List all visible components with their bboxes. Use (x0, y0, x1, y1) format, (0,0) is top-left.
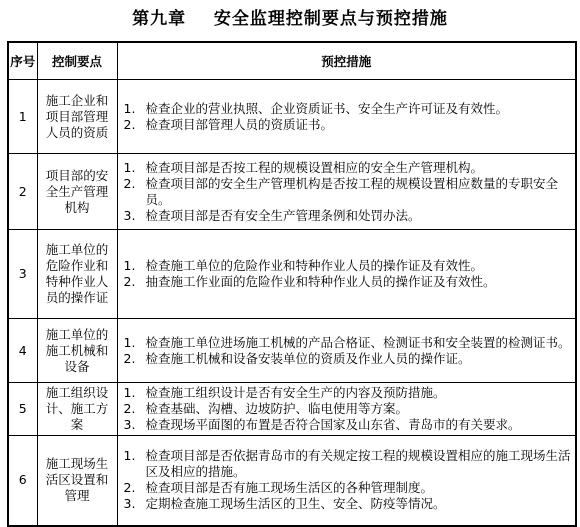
measures-cell (117, 154, 576, 230)
measure-text: 定期检查施工现场生活区的卫生、安全、防疫等情况。 (145, 496, 446, 512)
measure-number: 3. (123, 207, 136, 223)
page-title: 第九章 安全监理控制要点与预控措施 (132, 9, 448, 29)
header-measures: 预控措施 (117, 42, 576, 80)
measure-number: 2. (123, 350, 136, 366)
measure-text: 检查施工单位进场施工机械的产品合格证、检测证书和安全装置的检测证书。 (145, 334, 571, 350)
measure-item (124, 160, 572, 176)
measures-cell (117, 230, 576, 319)
measure-text: 检查项目部是否有施工现场生活区的各种管理制度。 (145, 480, 434, 496)
measure-number: 1. (123, 334, 136, 350)
measure-number: 2. (123, 401, 136, 416)
measure-item (124, 448, 572, 480)
table-row (8, 436, 576, 526)
control-point-cell: 施工单位的危险作业和特种作业人员的操作证 (37, 230, 117, 319)
control-points-table (7, 41, 577, 527)
measure-text: 检查项目部管理人员的资质证书。 (145, 116, 334, 132)
control-point-cell: 施工组织设计、施工方案 (37, 383, 117, 436)
row-number: 1 (8, 80, 37, 154)
measure-text: 检查施工机械和设备安装单位的资质及作业人员的操作证。 (145, 350, 471, 366)
measure-number: 2. (123, 175, 136, 191)
header-control-point: 控制要点 (37, 42, 117, 80)
measures-cell (117, 383, 576, 436)
row-number: 6 (8, 436, 37, 526)
measure-text: 检查项目部的安全生产管理机构是否按工程的规模设置相应数量的专职安全员。 (145, 175, 559, 207)
measure-text: 检查施工单位的危险作业和特种作业人员的操作证及有效性。 (145, 258, 484, 273)
measure-item (124, 401, 572, 417)
measure-number: 3. (123, 496, 136, 512)
measure-number: 1. (123, 258, 136, 273)
measure-text: 检查项目部是否依据青岛市的有关规定按工程的规模设置相应的施工现场生活区及相应的措施。 (145, 448, 571, 480)
measure-text: 检查基础、沟槽、边坡防护、临电使用等方案。 (145, 401, 409, 416)
table-row (8, 383, 576, 436)
measures-cell (117, 319, 576, 383)
measure-item (124, 335, 572, 351)
measure-item (124, 480, 572, 496)
measure-number: 1. (123, 448, 136, 464)
row-number: 2 (8, 154, 37, 230)
measures-cell (117, 80, 576, 154)
table-row (8, 230, 576, 319)
measure-number: 1. (123, 100, 136, 116)
measure-text: 检查企业的营业执照、企业资质证书、安全生产许可证及有效性。 (145, 100, 509, 116)
measure-item (124, 496, 572, 512)
measure-text: 抽查施工作业面的危险作业和特种作业人员的操作证及有效性。 (145, 274, 496, 289)
measure-item (124, 258, 572, 274)
measure-number: 2. (123, 480, 136, 496)
measure-item (124, 208, 572, 224)
measure-item (124, 117, 572, 133)
row-number: 5 (8, 383, 37, 436)
row-number: 4 (8, 319, 37, 383)
measure-number: 2. (123, 116, 136, 132)
measure-item (124, 274, 572, 290)
table-body (8, 80, 576, 526)
control-point-cell: 施工单位的施工机械和设备 (37, 319, 117, 383)
row-number: 3 (8, 230, 37, 319)
control-point-cell: 项目部的安全生产管理机构 (37, 154, 117, 230)
control-point-cell: 施工现场生活区设置和管理 (37, 436, 117, 526)
measure-item (124, 351, 572, 367)
control-point-cell: 施工企业和项目部管理人员的资质 (37, 80, 117, 154)
measure-text: 检查项目部是否按工程的规模设置相应的安全生产管理机构。 (145, 159, 484, 175)
measure-number: 1. (123, 385, 136, 400)
measure-text: 检查施工组织设计是否有安全生产的内容及预防措施。 (145, 385, 446, 400)
measure-item (124, 101, 572, 117)
table-row (8, 319, 576, 383)
table-row (8, 80, 576, 154)
table-header-row (8, 42, 576, 80)
measures-cell (117, 436, 576, 526)
header-no: 序号 (8, 42, 37, 80)
measure-text: 检查项目部是否有安全生产管理条例和处罚办法。 (145, 207, 421, 223)
measure-number: 1. (123, 159, 136, 175)
measure-item (124, 176, 572, 208)
table-row (8, 154, 576, 230)
measure-item (124, 385, 572, 401)
measure-item (124, 417, 572, 433)
measure-number: 2. (123, 274, 136, 289)
measure-text: 检查现场平面图的布置是否符合国家及山东省、青岛市的有关要求。 (145, 417, 521, 432)
measure-number: 3. (123, 417, 136, 432)
